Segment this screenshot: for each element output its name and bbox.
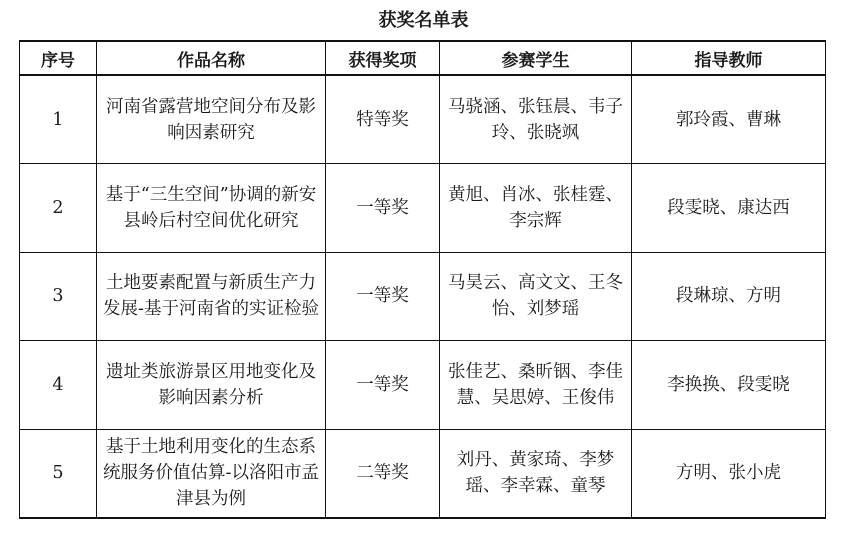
header-award: 获得奖项 <box>326 41 440 75</box>
table-row <box>20 164 826 253</box>
cell-no: 1 <box>20 75 97 164</box>
cell-teacher: 李换换、段雯晓 <box>632 341 826 430</box>
cell-work: 基于土地利用变化的生态系统服务价值估算-以洛阳市孟津县为例 <box>97 429 326 518</box>
cell-no: 4 <box>20 341 97 430</box>
cell-no: 3 <box>20 252 97 341</box>
table-row <box>20 252 826 341</box>
header-no: 序号 <box>20 41 97 75</box>
header-students: 参赛学生 <box>440 41 632 75</box>
header-teacher: 指导教师 <box>632 41 826 75</box>
cell-award: 特等奖 <box>326 75 440 164</box>
header-work: 作品名称 <box>97 41 326 75</box>
cell-award: 一等奖 <box>326 252 440 341</box>
cell-work: 土地要素配置与新质生产力发展-基于河南省的实证检验 <box>97 252 326 341</box>
cell-students: 黄旭、肖冰、张桂霆、李宗辉 <box>440 164 632 253</box>
cell-students: 马骁涵、张钰晨、韦子玲、张晓飒 <box>440 75 632 164</box>
table-row <box>20 75 826 164</box>
award-table <box>19 40 826 519</box>
table-title: 获奖名单表 <box>378 10 469 31</box>
cell-students: 刘丹、黄家琦、李梦瑶、李幸霖、童琴 <box>440 429 632 518</box>
cell-award: 一等奖 <box>326 164 440 253</box>
header-row <box>20 41 826 75</box>
cell-work: 河南省露营地空间分布及影响因素研究 <box>97 75 326 164</box>
cell-work: 基于“三生空间”协调的新安县岭后村空间优化研究 <box>97 164 326 253</box>
cell-no: 5 <box>20 429 97 518</box>
cell-award: 一等奖 <box>326 341 440 430</box>
cell-award: 二等奖 <box>326 429 440 518</box>
cell-work: 遗址类旅游景区用地变化及影响因素分析 <box>97 341 326 430</box>
cell-teacher: 方明、张小虎 <box>632 429 826 518</box>
cell-teacher: 段雯晓、康达西 <box>632 164 826 253</box>
table-row <box>20 341 826 430</box>
table-row <box>20 429 826 518</box>
cell-students: 马昊云、高文文、王冬怡、刘梦瑶 <box>440 252 632 341</box>
cell-students: 张佳艺、桑昕铟、李佳慧、吴思婷、王俊伟 <box>440 341 632 430</box>
cell-no: 2 <box>20 164 97 253</box>
cell-teacher: 段琳琼、方明 <box>632 252 826 341</box>
cell-teacher: 郭玲霞、曹琳 <box>632 75 826 164</box>
